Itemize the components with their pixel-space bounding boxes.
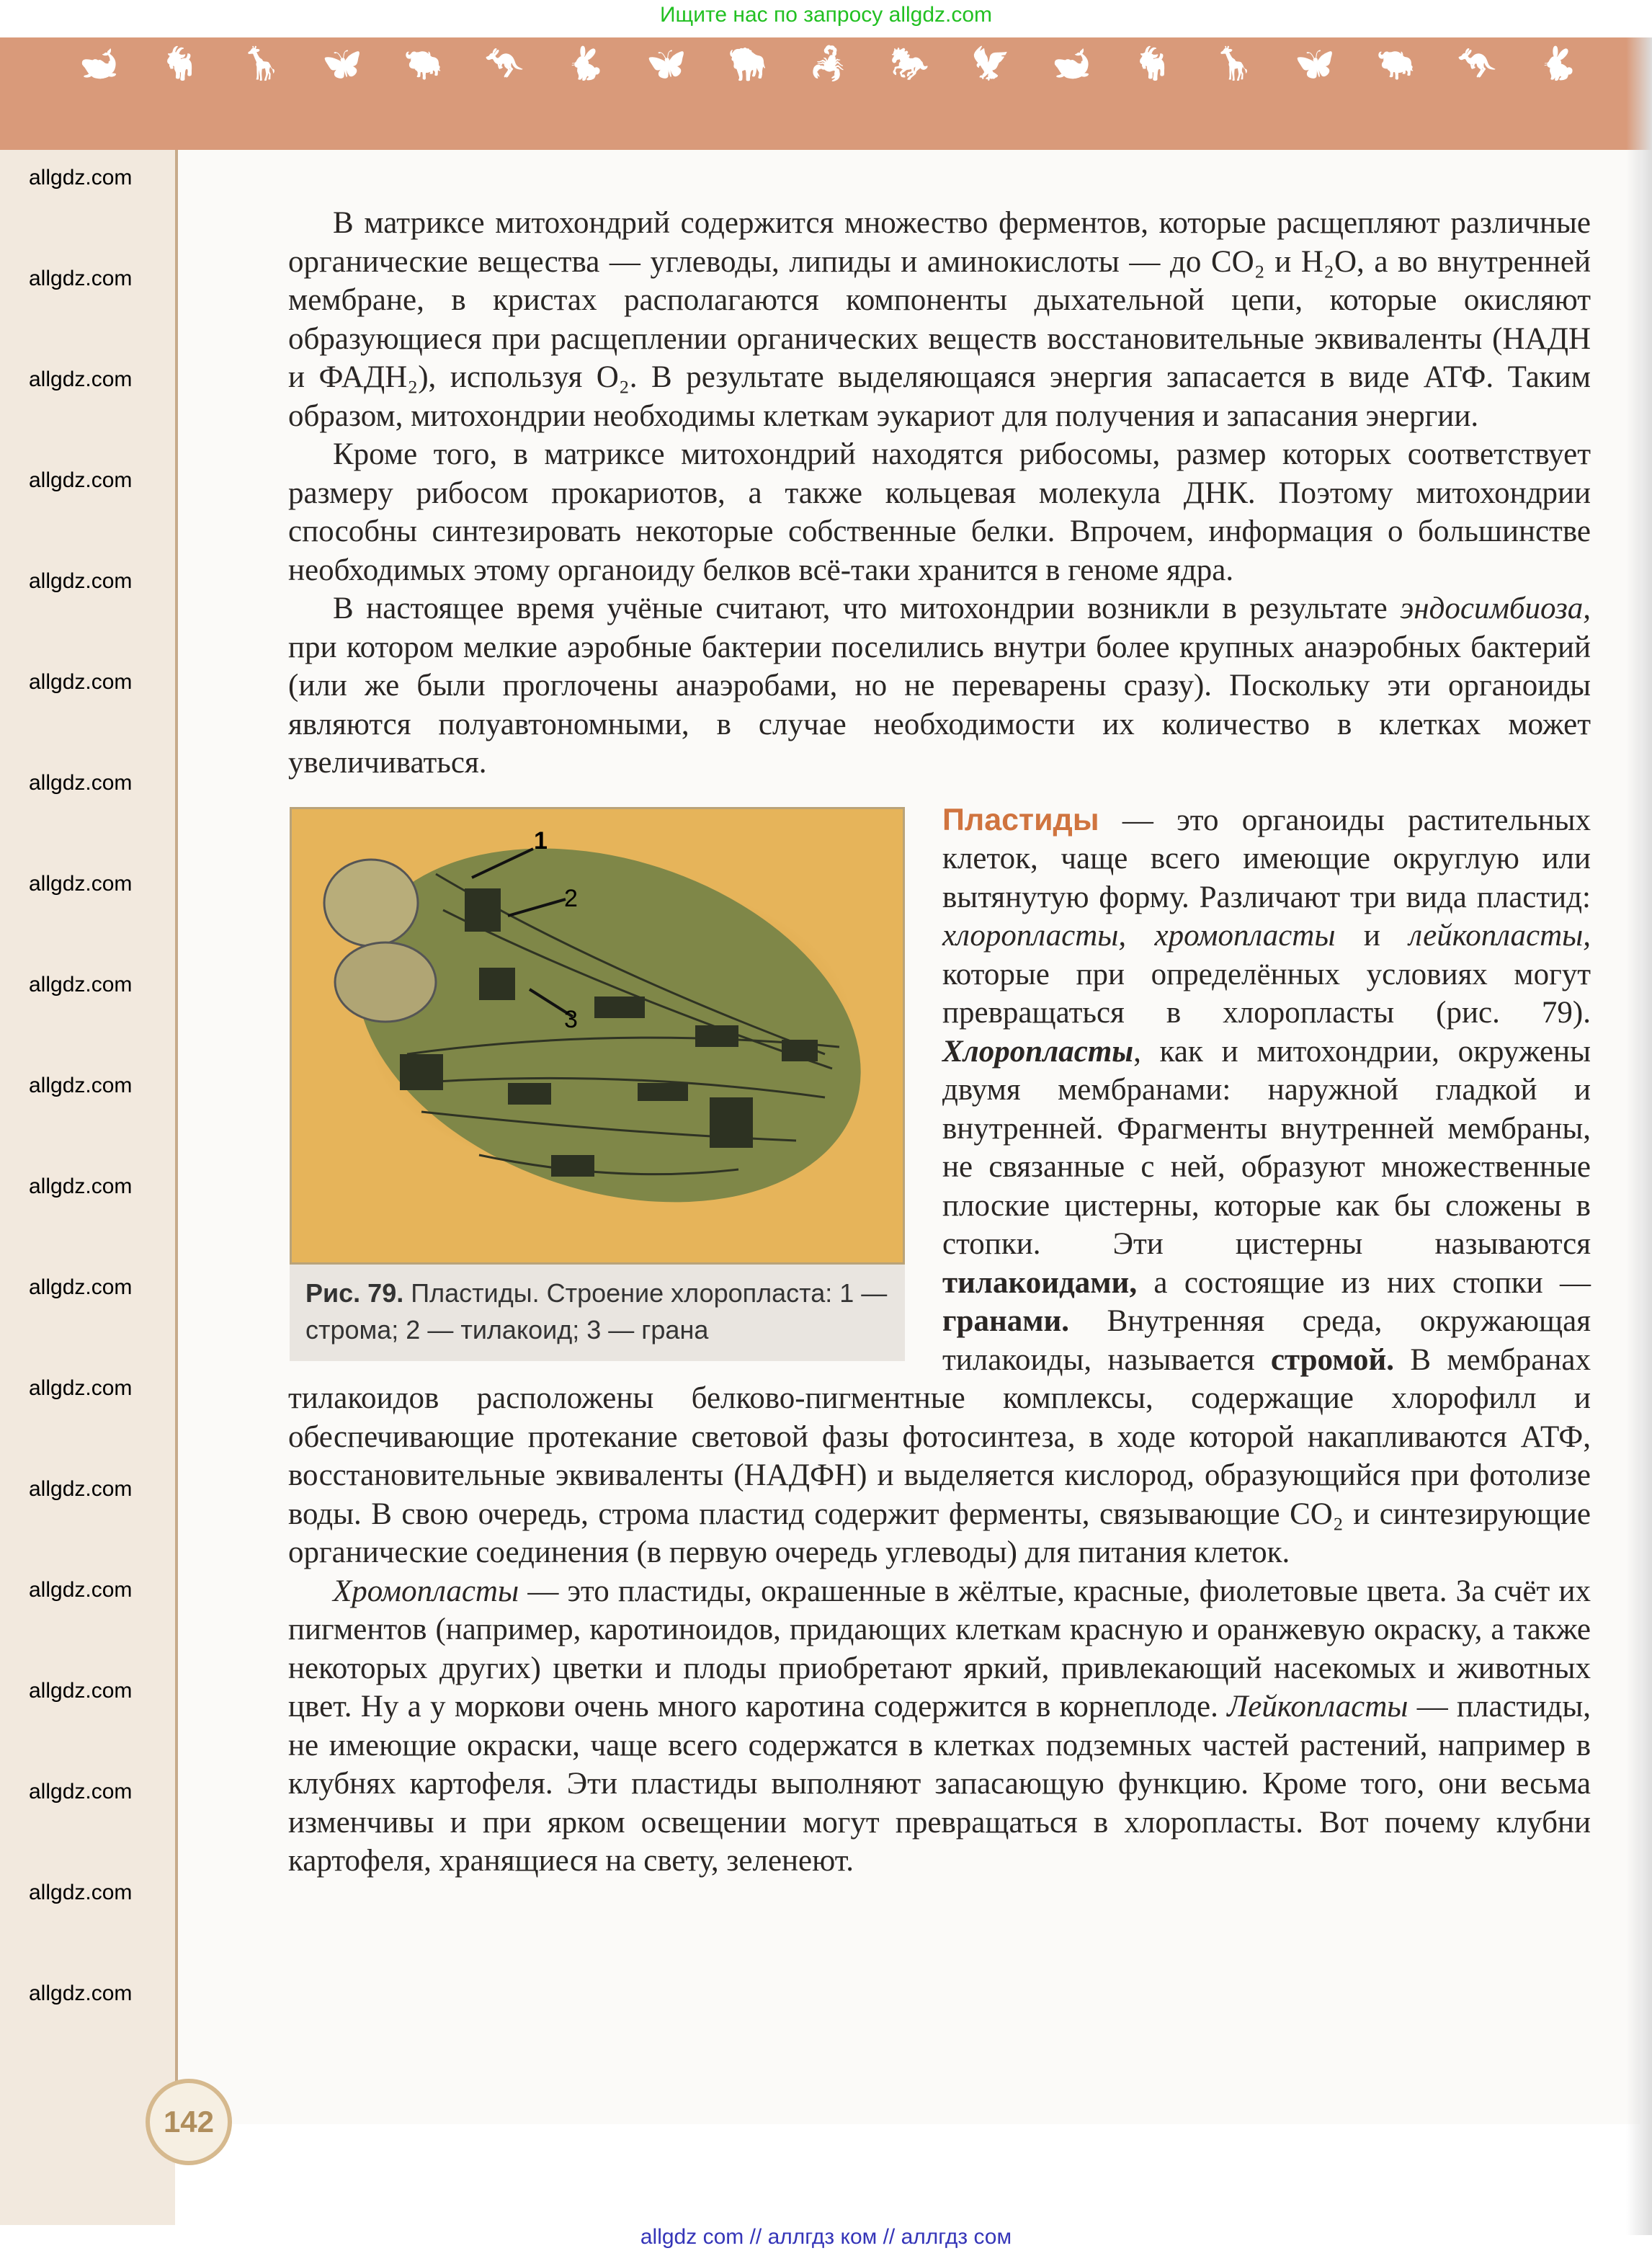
paragraph — [288, 589, 1591, 783]
animal-icon: 🐋 — [1052, 45, 1091, 82]
text-segment: В настоящее время учёные считают, что митохондрии возникли в результате — [333, 592, 1401, 625]
italic-term: лейкопласты, — [1408, 919, 1591, 953]
animal-icon: 🦋 — [322, 45, 362, 82]
section-heading: Пластиды — [942, 802, 1099, 837]
bold-term: стромой. — [1270, 1342, 1394, 1377]
animal-icon: 🦅 — [970, 45, 1011, 82]
watermark: allgdz.com — [29, 1174, 133, 1198]
animal-icon: 🐃 — [403, 45, 443, 82]
search-hint: Ищите нас по запросу allgdz.com — [659, 3, 993, 27]
animal-silhouettes — [79, 45, 1578, 82]
watermark: allgdz.com — [29, 1981, 133, 2005]
caption-text: Пластиды. Строение хлоропласта: 1 — строма; 2 — тилакоид; 3 — грана — [305, 1278, 888, 1345]
figure-label-1: 1 — [534, 826, 548, 855]
animal-icon: 🐇 — [566, 45, 605, 82]
watermark: allgdz.com — [29, 1881, 133, 1904]
watermark: allgdz.com — [29, 1275, 133, 1299]
watermark: allgdz.com — [29, 670, 133, 694]
watermark: allgdz.com — [29, 569, 133, 593]
plastids-paragraph — [288, 801, 1591, 1572]
chromoplasts-paragraph — [288, 1572, 1591, 1881]
animal-icon: 🦒 — [241, 45, 281, 82]
text-segment: а состоящие из них стопки — — [1137, 1265, 1591, 1300]
margin-divider — [175, 150, 178, 2124]
animal-icon: 🦋 — [1295, 45, 1335, 82]
animal-icon: 🐐 — [160, 45, 200, 82]
text-segment: и — [1335, 919, 1409, 953]
animal-icon: 🦘 — [484, 45, 524, 82]
animal-icon: 🐃 — [1376, 45, 1416, 82]
page-number: 142 — [146, 2079, 232, 2165]
italic-term: эндосимбиоза, — [1400, 592, 1591, 625]
text-segment: — это пластиды, окрашенные в жёлтые, красные, фиолетовые цвета. За счёт их пигментов (например, каротиноидов, придающих клеткам красную и оранжевую окраску, а также некоторых других) цветки и плоды приобретают яркий, привлекающий насекомых и животных цвет. Ну а у моркови очень много каротина содержится в корнеплоде. — [288, 1574, 1591, 1724]
watermark: allgdz.com — [29, 267, 133, 290]
animal-icon: 🐋 — [79, 45, 119, 82]
watermark: allgdz.com — [29, 973, 133, 997]
watermark: allgdz.com — [29, 1376, 133, 1400]
paragraph — [288, 435, 1591, 589]
watermark: allgdz.com — [29, 771, 133, 795]
animal-icon: 🦒 — [1214, 45, 1254, 82]
watermark: allgdz.com — [29, 1679, 133, 1703]
chloroplast-micrograph — [290, 807, 905, 1265]
watermark: allgdz.com — [29, 468, 133, 492]
figure-label-3: 3 — [564, 1005, 578, 1033]
bottom-links[interactable]: allgdz com // аллгдз ком // аллгдз сом — [640, 2225, 1012, 2249]
main-text — [288, 204, 1591, 1881]
watermark: allgdz.com — [29, 1477, 133, 1501]
text-segment: В мембранах тилакоидов расположены белково-пигментные комплексы, содержащие хлорофилл и обеспечивающие протекание световой фазы фотосинтеза, в ходе которой накапливаются АТФ, восстановительные эквиваленты (НАДФН) и выделяется кислород, образующийся при фотолизе воды. В свою очередь, строма пластид содержит ферменты, связывающие CO₂ и синтезирующие органические соединения (в первую очередь углеводы) для питания клеток. — [288, 1342, 1591, 1569]
text-segment: — пластиды, не имеющие окраски, чаще всего содержатся в клетках подземных частей растений, например в клубнях картофеля. Эти пластиды выполняют запасающую функцию. Кроме того, они весьма изменчивы и при ярком освещении могут превращаться в хлоропласты. Вот почему клубни картофеля, хранящиеся на свету, зеленеют. — [288, 1690, 1591, 1878]
animal-icon: 🦘 — [1457, 45, 1497, 82]
animal-icon: 🦋 — [646, 45, 687, 82]
watermark: allgdz.com — [29, 1578, 133, 1602]
italic-term: хлоропласты, хромопласты — [942, 919, 1336, 953]
bold-term: Хлоропласты — [942, 1034, 1134, 1069]
animal-icon: 🐎 — [890, 45, 929, 82]
text-segment: Внутренняя среда, окружающая тилакоиды, называется — [942, 1304, 1591, 1377]
animal-icon: 🦬 — [728, 45, 767, 82]
watermark: allgdz.com — [29, 367, 133, 391]
animal-icon: 🦂 — [808, 45, 849, 82]
caption-number: Рис. 79. — [305, 1278, 404, 1308]
text-segment: при котором мелкие аэробные бактерии поселились внутри более крупных анаэробных бактерий (или же были проглочены анаэробами, но не переварены сразу). Поскольку эти органоиды являются полуавтономными, в случае необходимости их количество в клетках может увеличиваться. — [288, 630, 1591, 780]
text-segment: В матриксе митохондрий содержится множество ферментов, которые расщепляют различные органические вещества — углеводы, липиды и аминокислоты — до CO₂ и H₂O, а во внутренней мембране, в кристах располагаются компоненты дыхательной цепи, которые окисляют образующиеся при расщеплении органических веществ восстановительные эквиваленты (НАДН и ФАДН₂), используя O₂. В результате выделяющаяся энергия запасается в виде АТФ. Таким образом, митохондрии необходимы клеткам эукариот для получения и запасания энергии. — [288, 206, 1591, 433]
text-segment: , как и митохондрии, окружены двумя мембранами: наружной гладкой и внутренней. Фрагменты внутренней мембраны, не связанные с ней, образуют множественные плоские цистерны, которые как бы сложены в стопки. Эти цистерны называются — [942, 1034, 1591, 1261]
text-segment: которые при определённых условиях могут превращаться в хлоропласты (рис. 79). — [942, 957, 1591, 1030]
figure-caption — [290, 1265, 905, 1361]
figure-79 — [290, 807, 905, 1361]
watermark: allgdz.com — [29, 872, 133, 896]
watermark: allgdz.com — [29, 166, 133, 190]
paragraph — [288, 204, 1591, 435]
watermark: allgdz.com — [29, 1780, 133, 1804]
animal-icon: 🐇 — [1538, 45, 1578, 82]
italic-term: Хромопласты — [333, 1574, 519, 1608]
bold-term: тилакоидами, — [942, 1265, 1138, 1300]
page-edge-shadow — [1626, 37, 1652, 2235]
text-segment: Кроме того, в матриксе митохондрий находятся рибосомы, размер которых соответствует размеру рибосом прокариотов, а также кольцевая молекула ДНК. Поэтому митохондрии способны синтезировать некоторые собственные белки. Впрочем, информация о большинстве необходимых этому органоиду белков всё-таки хранится в геноме ядра. — [288, 437, 1591, 587]
italic-term: Лейкопласты — [1227, 1690, 1408, 1724]
watermark: allgdz.com — [29, 1074, 133, 1097]
bold-term: гранами. — [942, 1304, 1070, 1338]
figure-label-2: 2 — [564, 884, 578, 912]
animal-icon: 🐐 — [1133, 45, 1173, 82]
text-segment: — это органоиды растительных клеток, чаще всего имеющие округлую или вытянутую форму. Различают три вида пластид: — [942, 803, 1591, 914]
